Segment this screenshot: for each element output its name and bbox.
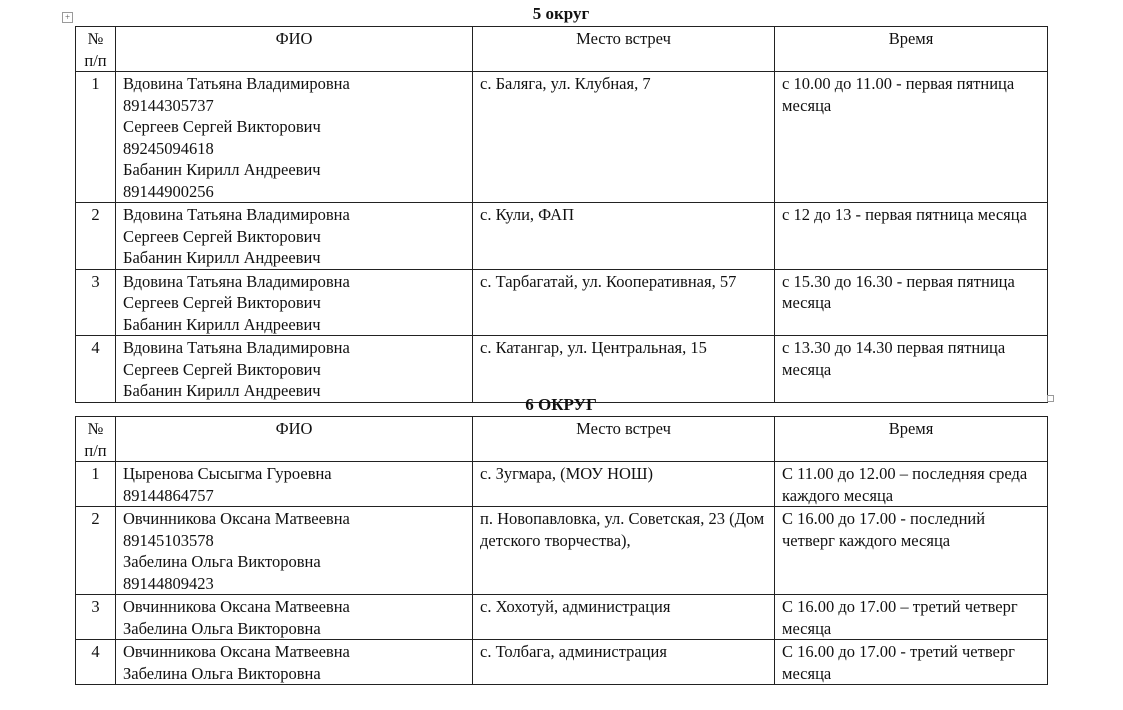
row-number: 1: [76, 72, 116, 203]
row-number: 1: [76, 462, 116, 507]
header-time: Время: [775, 417, 1048, 462]
header-place: Место встреч: [473, 417, 775, 462]
header-place: Место встреч: [473, 27, 775, 72]
section-title-6: 6 ОКРУГ: [525, 395, 597, 414]
row-time: С 16.00 до 17.00 – третий четверг месяца: [775, 595, 1048, 640]
header-time: Время: [775, 27, 1048, 72]
table-header-row: [76, 417, 1048, 462]
table-row: [76, 462, 1048, 507]
table-row: [76, 203, 1048, 270]
section-title-5: 5 округ: [532, 4, 590, 23]
row-number: 3: [76, 595, 116, 640]
meetings-table-6: [75, 416, 1048, 685]
table-row: [76, 336, 1048, 403]
row-time: С 11.00 до 12.00 – последняя среда каждого месяца: [775, 462, 1048, 507]
row-fio: Вдовина Татьяна Владимировна Сергеев Сергей Викторович Бабанин Кирилл Андреевич: [116, 203, 473, 270]
row-place: с. Хохотуй, администрация: [473, 595, 775, 640]
table-row: [76, 595, 1048, 640]
row-time: с 12 до 13 - первая пятница месяца: [775, 203, 1048, 270]
row-place: с. Тарбагатай, ул. Кооперативная, 57: [473, 269, 775, 336]
row-place: с. Толбага, администрация: [473, 640, 775, 685]
meetings-table-5: [75, 26, 1048, 403]
row-time: с 10.00 до 11.00 - первая пятница месяца: [775, 72, 1048, 203]
row-place: п. Новопавловка, ул. Советская, 23 (Дом детского творчества),: [473, 507, 775, 595]
row-time: с 15.30 до 16.30 - первая пятница месяца: [775, 269, 1048, 336]
header-number: № п/п: [76, 27, 116, 72]
row-fio: Овчинникова Оксана Матвеевна Забелина Ольга Викторовна: [116, 640, 473, 685]
row-time: С 16.00 до 17.00 - последний четверг каждого месяца: [775, 507, 1048, 595]
row-fio: Овчинникова Оксана Матвеевна 89145103578 Забелина Ольга Викторовна 89144809423: [116, 507, 473, 595]
header-fio: ФИО: [116, 417, 473, 462]
row-number: 4: [76, 336, 116, 403]
row-time: с 13.30 до 14.30 первая пятница месяца: [775, 336, 1048, 403]
table-row: [76, 72, 1048, 203]
row-place: с. Кули, ФАП: [473, 203, 775, 270]
row-fio: Вдовина Татьяна Владимировна Сергеев Сергей Викторович Бабанин Кирилл Андреевич: [116, 336, 473, 403]
row-fio: Вдовина Татьяна Владимировна Сергеев Сергей Викторович Бабанин Кирилл Андреевич: [116, 269, 473, 336]
row-number: 2: [76, 203, 116, 270]
row-fio: Цыренова Сысыгма Гуроевна 89144864757: [116, 462, 473, 507]
row-place: с. Баляга, ул. Клубная, 7: [473, 72, 775, 203]
table-row: [76, 640, 1048, 685]
table-row: [76, 507, 1048, 595]
row-number: 4: [76, 640, 116, 685]
row-number: 2: [76, 507, 116, 595]
header-fio: ФИО: [116, 27, 473, 72]
header-number: № п/п: [76, 417, 116, 462]
row-place: с. Зугмара, (МОУ НОШ): [473, 462, 775, 507]
row-number: 3: [76, 269, 116, 336]
row-place: с. Катангар, ул. Центральная, 15: [473, 336, 775, 403]
row-time: С 16.00 до 17.00 - третий четверг месяца: [775, 640, 1048, 685]
row-fio: Овчинникова Оксана Матвеевна Забелина Ольга Викторовна: [116, 595, 473, 640]
table-row: [76, 269, 1048, 336]
table-header-row: [76, 27, 1048, 72]
row-fio: Вдовина Татьяна Владимировна 89144305737 Сергеев Сергей Викторович 89245094618 Бабанин Кирилл Андреевич 89144900256: [116, 72, 473, 203]
table-move-handle-icon[interactable]: +: [62, 12, 73, 23]
table-resize-handle[interactable]: [1047, 395, 1054, 402]
